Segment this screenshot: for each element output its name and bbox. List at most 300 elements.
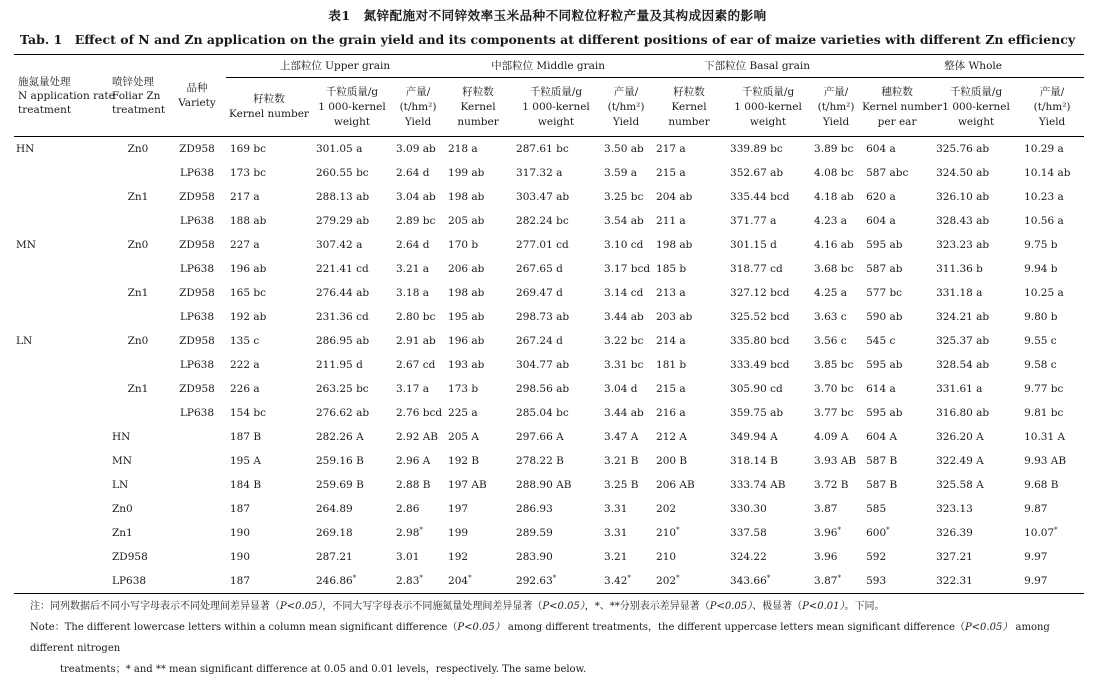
- header-upper-tkw: 千粒质量/g 1 000-kernel weight: [318, 85, 386, 128]
- table-cell: 135 c: [230, 334, 260, 347]
- table-cell: 330.30: [730, 502, 767, 515]
- header-whole-tkw: 千粒质量/g 1 000-kernel weight: [942, 85, 1010, 128]
- table-cell: 3.47 A: [604, 430, 639, 443]
- table-cell: 202: [656, 502, 677, 515]
- table-cell: 206 ab: [448, 262, 485, 275]
- table-cell: 9.58 c: [1024, 358, 1057, 371]
- table-cell: 322.49 A: [936, 454, 984, 467]
- row-zn-treatment: Zn0: [127, 334, 149, 347]
- table-cell: 593: [866, 574, 887, 587]
- table-cell: 196 ab: [230, 262, 267, 275]
- summary-row: [14, 569, 1084, 594]
- table-cell: 343.66*: [730, 573, 771, 587]
- table-cell: 3.25 B: [604, 478, 639, 491]
- table-cell: 226 a: [230, 382, 260, 395]
- row-zn-treatment: [108, 209, 168, 233]
- note-cn: 注：同列数据后不同小写字母表示不同处理间差异显著（P<0.05），不同大写字母表示不同施氮量处理间差异显著（P<0.05），*、**分别表示差异显著（P<0.05）、极显著（P<0.01）。下同。: [30, 601, 885, 612]
- row-n-treatment: [14, 161, 108, 185]
- table-cell: 205 A: [448, 430, 479, 443]
- table-cell: 3.63 c: [814, 310, 847, 323]
- table-cell: 3.01: [396, 550, 420, 563]
- table-cell: 318.77 cd: [730, 262, 783, 275]
- table-cell: 2.91 ab: [396, 334, 436, 347]
- header-whole: 整体 Whole: [862, 55, 1084, 78]
- table-cell: 212 A: [656, 430, 688, 443]
- header-zn-treatment: 喷锌处理 Foliar Zn treatment: [108, 55, 168, 137]
- table-cell: 259.69 B: [316, 478, 364, 491]
- table-cell: 187: [230, 574, 251, 587]
- row-variety: ZD958: [179, 286, 215, 299]
- table-cell: 595 ab: [866, 358, 903, 371]
- table-cell: 3.42*: [604, 573, 631, 587]
- table-cell: 264.89: [316, 502, 353, 515]
- table-cell: 190: [230, 550, 251, 563]
- table-cell: 3.25 bc: [604, 190, 644, 203]
- table-cell: 9.93 AB: [1024, 454, 1067, 467]
- table-cell: 3.96: [814, 550, 838, 563]
- table-cell: 193 ab: [448, 358, 485, 371]
- table-cell: 9.55 c: [1024, 334, 1057, 347]
- table-cell: 214 a: [656, 334, 686, 347]
- table-cell: 349.94 A: [730, 430, 778, 443]
- table-cell: 3.14 cd: [604, 286, 644, 299]
- header-basal-kernel: 籽粒数 Kernel number: [668, 85, 710, 128]
- row-variety: LP638: [179, 358, 215, 371]
- table-cell: 297.66 A: [516, 430, 564, 443]
- table-cell: 199: [448, 526, 469, 539]
- table-cell: 2.80 bc: [396, 310, 436, 323]
- table-cell: 339.89 bc: [730, 142, 783, 155]
- row-n-treatment: HN: [16, 142, 35, 155]
- table-cell: 4.08 bc: [814, 166, 854, 179]
- row-zn-treatment: Zn1: [127, 190, 149, 203]
- table-cell: 277.01 cd: [516, 238, 569, 251]
- table-cell: 267.65 d: [516, 262, 563, 275]
- table-cell: 326.39: [936, 526, 973, 539]
- table-cell: 2.86: [396, 502, 420, 515]
- table-cell: 577 bc: [866, 286, 903, 299]
- table-cell: 197: [448, 502, 469, 515]
- header-upper-grain: 上部粒位 Upper grain: [226, 55, 444, 78]
- row-variety: ZD958: [179, 142, 215, 155]
- table-cell: 10.23 a: [1024, 190, 1064, 203]
- table-cell: 218 a: [448, 142, 478, 155]
- table-cell: 259.16 B: [316, 454, 364, 467]
- table-cell: 165 bc: [230, 286, 266, 299]
- table-cell: 170 b: [448, 238, 479, 251]
- table-cell: 620 a: [866, 190, 896, 203]
- table-cell: 276.44 ab: [316, 286, 370, 299]
- table-cell: 301.15 d: [730, 238, 777, 251]
- summary-label: Zn0: [112, 502, 133, 515]
- row-n-treatment: [14, 305, 108, 329]
- table-cell: 211 a: [656, 214, 686, 227]
- table-cell: 192 ab: [230, 310, 267, 323]
- table-cell: 2.92 AB: [396, 430, 439, 443]
- table-cell: 286.95 ab: [316, 334, 370, 347]
- table-cell: 4.25 a: [814, 286, 848, 299]
- table-cell: 9.68 B: [1024, 478, 1059, 491]
- table-cell: 205 ab: [448, 214, 485, 227]
- table-cell: 587 B: [866, 454, 898, 467]
- table-cell: 3.31 bc: [604, 358, 644, 371]
- summary-row: [14, 425, 1084, 449]
- table-cell: 9.77 bc: [1024, 382, 1064, 395]
- table-cell: 3.54 ab: [604, 214, 644, 227]
- table-cell: 324.21 ab: [936, 310, 990, 323]
- table-cell: 246.86*: [316, 573, 357, 587]
- table-cell: 199 ab: [448, 166, 485, 179]
- table-cell: 301.05 a: [316, 142, 363, 155]
- row-variety: LP638: [179, 262, 215, 275]
- table-cell: 3.89 bc: [814, 142, 854, 155]
- row-zn-treatment: [108, 401, 168, 425]
- table-cell: 331.61 a: [936, 382, 983, 395]
- summary-label: Zn1: [112, 526, 133, 539]
- header-upper-kernel: 籽粒数 Kernel number: [229, 93, 309, 120]
- summary-label: MN: [112, 454, 132, 467]
- summary-label: ZD958: [112, 550, 148, 563]
- table-cell: 587 ab: [866, 262, 903, 275]
- table-cell: 3.72 B: [814, 478, 849, 491]
- table-cell: 335.44 bcd: [730, 190, 790, 203]
- table-cell: 2.96 A: [396, 454, 431, 467]
- table-cell: 324.22: [730, 550, 767, 563]
- table-row: [14, 233, 1084, 257]
- table-cell: 316.80 ab: [936, 406, 990, 419]
- table-cell: 187 B: [230, 430, 262, 443]
- table-cell: 585: [866, 502, 887, 515]
- row-zn-treatment: [108, 305, 168, 329]
- table-cell: 198 ab: [448, 190, 485, 203]
- table-cell: 614 a: [866, 382, 896, 395]
- table-cell: 587 abc: [866, 166, 909, 179]
- table-cell: 325.76 ab: [936, 142, 990, 155]
- header-basal-yield: 产量/ (t/hm²) Yield: [817, 85, 855, 128]
- summary-label: HN: [112, 430, 131, 443]
- table-cell: 3.44 ab: [604, 406, 644, 419]
- row-n-treatment: [14, 401, 108, 425]
- table-cell: 215 a: [656, 382, 686, 395]
- table-cell: 3.18 a: [396, 286, 429, 299]
- table-caption-en: Tab. 1 Effect of N and Zn application on the grain yield and its components at different positions of ear of maize varieties with different Zn efficiency: [19, 32, 1076, 47]
- table-cell: 9.94 b: [1024, 262, 1058, 275]
- table-cell: 195 ab: [448, 310, 485, 323]
- table-cell: 10.07*: [1024, 525, 1058, 539]
- table-cell: 287.61 bc: [516, 142, 569, 155]
- table-cell: 2.98*: [396, 525, 423, 539]
- table-cell: 3.68 bc: [814, 262, 854, 275]
- row-variety: ZD958: [179, 238, 215, 251]
- table-cell: 304.77 ab: [516, 358, 570, 371]
- table-cell: 269.47 d: [516, 286, 563, 299]
- table-cell: 292.63*: [516, 573, 557, 587]
- table-cell: 328.54 ab: [936, 358, 990, 371]
- summary-label: LN: [112, 478, 129, 491]
- table-cell: 269.18: [316, 526, 353, 539]
- header-middle-kernel: 籽粒数 Kernel number: [457, 85, 499, 128]
- table-cell: 181 b: [656, 358, 687, 371]
- header-basal-grain: 下部粒位 Basal grain: [652, 55, 862, 78]
- table-cell: 3.56 c: [814, 334, 847, 347]
- table-cell: 325.52 bcd: [730, 310, 790, 323]
- table-cell: 198 ab: [656, 238, 693, 251]
- table-cell: 333.74 AB: [730, 478, 786, 491]
- table-cell: 298.73 ab: [516, 310, 570, 323]
- table-cell: 287.21: [316, 550, 353, 563]
- row-n-treatment: LN: [16, 334, 33, 347]
- table-row: [14, 281, 1084, 305]
- header-basal-tkw: 千粒质量/g 1 000-kernel weight: [734, 85, 802, 128]
- table-caption-cn: 表1 氮锌配施对不同锌效率玉米品种不同粒位籽粒产量及其构成因素的影响: [328, 8, 767, 23]
- table-cell: 231.36 cd: [316, 310, 369, 323]
- row-n-treatment: [14, 281, 108, 305]
- table-cell: 215 a: [656, 166, 686, 179]
- table-cell: 288.13 ab: [316, 190, 370, 203]
- table-cell: 173 b: [448, 382, 479, 395]
- table-cell: 3.96*: [814, 525, 841, 539]
- table-cell: 2.64 d: [396, 166, 430, 179]
- table-cell: 288.90 AB: [516, 478, 572, 491]
- table-cell: 4.18 ab: [814, 190, 854, 203]
- table-cell: 282.24 bc: [516, 214, 569, 227]
- table-cell: 3.93 AB: [814, 454, 857, 467]
- table-cell: 326.10 ab: [936, 190, 990, 203]
- table-row: [14, 353, 1084, 377]
- header-variety: 品种 Variety: [168, 55, 226, 137]
- table-cell: 187: [230, 502, 251, 515]
- header-middle-yield: 产量/ (t/hm²) Yield: [607, 85, 645, 128]
- header-whole-kernel: 穗粒数 Kernel number per ear: [862, 85, 942, 128]
- table-cell: 227 a: [230, 238, 260, 251]
- table-cell: 173 bc: [230, 166, 266, 179]
- table-cell: 10.56 a: [1024, 214, 1064, 227]
- table-cell: 325.58 A: [936, 478, 984, 491]
- table-cell: 322.31: [936, 574, 973, 587]
- table-cell: 185 b: [656, 262, 687, 275]
- table-cell: 276.62 ab: [316, 406, 370, 419]
- table-cell: 3.04 d: [604, 382, 638, 395]
- table-row: [14, 137, 1084, 162]
- table-cell: 4.16 ab: [814, 238, 854, 251]
- table-cell: 303.47 ab: [516, 190, 570, 203]
- table-cell: 604 a: [866, 214, 896, 227]
- table-cell: 587 B: [866, 478, 898, 491]
- table-cell: 3.04 ab: [396, 190, 436, 203]
- summary-row: [14, 497, 1084, 521]
- table-cell: 9.97: [1024, 574, 1048, 587]
- table-row: [14, 185, 1084, 209]
- table-cell: 3.09 ab: [396, 142, 436, 155]
- table-cell: 2.89 bc: [396, 214, 436, 227]
- table-cell: 210: [656, 550, 677, 563]
- table-cell: 4.09 A: [814, 430, 849, 443]
- row-zn-treatment: Zn1: [127, 382, 149, 395]
- table-cell: 2.88 B: [396, 478, 431, 491]
- table-cell: 3.85 bc: [814, 358, 854, 371]
- table-cell: 337.58: [730, 526, 767, 539]
- table-cell: 3.10 cd: [604, 238, 644, 251]
- summary-row: [14, 449, 1084, 473]
- table-cell: 204 ab: [656, 190, 693, 203]
- table-cell: 267.24 d: [516, 334, 563, 347]
- table-cell: 10.29 a: [1024, 142, 1064, 155]
- row-zn-treatment: Zn0: [127, 142, 149, 155]
- yield-table: [14, 54, 1084, 594]
- table-row: [14, 329, 1084, 353]
- table-cell: 298.56 ab: [516, 382, 570, 395]
- header-n-treatment: 施氮量处理 N application rate treatment: [14, 55, 108, 137]
- table-cell: 196 ab: [448, 334, 485, 347]
- table-cell: 197 AB: [448, 478, 487, 491]
- table-cell: 595 ab: [866, 406, 903, 419]
- table-cell: 200 B: [656, 454, 688, 467]
- table-cell: 326.20 A: [936, 430, 984, 443]
- row-n-treatment: MN: [16, 238, 36, 251]
- table-cell: 198 ab: [448, 286, 485, 299]
- table-cell: 545 c: [866, 334, 896, 347]
- table-cell: 221.41 cd: [316, 262, 369, 275]
- table-row: [14, 161, 1084, 185]
- table-cell: 10.14 ab: [1024, 166, 1071, 179]
- row-zn-treatment: [108, 257, 168, 281]
- table-cell: 4.23 a: [814, 214, 848, 227]
- table-cell: 192: [448, 550, 469, 563]
- table-row: [14, 257, 1084, 281]
- table-cell: 2.67 cd: [396, 358, 436, 371]
- table-cell: 305.90 cd: [730, 382, 783, 395]
- table-notes: [30, 596, 1085, 680]
- table-cell: 3.21: [604, 550, 628, 563]
- header-middle-grain: 中部粒位 Middle grain: [444, 55, 652, 78]
- row-zn-treatment: [108, 353, 168, 377]
- table-cell: 3.87*: [814, 573, 841, 587]
- table-cell: 590 ab: [866, 310, 903, 323]
- note-en: Note：The different lowercase letters within a column mean significant difference（P<0.05） among different treatments，the different uppercase letters mean significant difference（P<0.05） among different nitrogen: [30, 622, 1050, 654]
- row-zn-treatment: Zn0: [127, 238, 149, 251]
- table-cell: 3.44 ab: [604, 310, 644, 323]
- table-cell: 192 B: [448, 454, 480, 467]
- table-cell: 324.50 ab: [936, 166, 990, 179]
- table-cell: 2.64 d: [396, 238, 430, 251]
- table-cell: 307.42 a: [316, 238, 363, 251]
- table-cell: 10.31 A: [1024, 430, 1066, 443]
- table-cell: 279.29 ab: [316, 214, 370, 227]
- row-zn-treatment: Zn1: [127, 286, 149, 299]
- row-zn-treatment: [108, 161, 168, 185]
- table-cell: 3.21 B: [604, 454, 639, 467]
- table-cell: 278.22 B: [516, 454, 564, 467]
- table-cell: 289.59: [516, 526, 553, 539]
- table-cell: 9.81 bc: [1024, 406, 1064, 419]
- table-cell: 3.50 ab: [604, 142, 644, 155]
- table-cell: 216 a: [656, 406, 686, 419]
- table-cell: 327.12 bcd: [730, 286, 790, 299]
- table-cell: 204*: [448, 573, 472, 587]
- table-cell: 9.87: [1024, 502, 1048, 515]
- table-cell: 335.80 bcd: [730, 334, 790, 347]
- row-variety: LP638: [179, 214, 215, 227]
- table-cell: 331.18 a: [936, 286, 983, 299]
- table-cell: 3.70 bc: [814, 382, 854, 395]
- table-cell: 225 a: [448, 406, 478, 419]
- table-cell: 217 a: [230, 190, 260, 203]
- table-body: [14, 137, 1084, 594]
- table-cell: 604 A: [866, 430, 898, 443]
- table-row: [14, 377, 1084, 401]
- table-cell: 211.95 d: [316, 358, 363, 371]
- table-cell: 595 ab: [866, 238, 903, 251]
- table-cell: 352.67 ab: [730, 166, 784, 179]
- table-cell: 371.77 a: [730, 214, 777, 227]
- table-cell: 9.75 b: [1024, 238, 1058, 251]
- table-cell: 600*: [866, 525, 890, 539]
- table-row: [14, 209, 1084, 233]
- table-cell: 169 bc: [230, 142, 266, 155]
- table-cell: 260.55 bc: [316, 166, 369, 179]
- summary-label: LP638: [112, 574, 147, 587]
- table-cell: 359.75 ab: [730, 406, 784, 419]
- table-cell: 3.17 a: [396, 382, 429, 395]
- header-whole-yield: 产量/ (t/hm²) Yield: [1033, 85, 1071, 128]
- table-cell: 333.49 bcd: [730, 358, 790, 371]
- summary-row: [14, 521, 1084, 545]
- row-n-treatment: [14, 353, 108, 377]
- table-cell: 3.87: [814, 502, 838, 515]
- table-cell: 9.80 b: [1024, 310, 1058, 323]
- table-cell: 604 a: [866, 142, 896, 155]
- row-n-treatment: [14, 185, 108, 209]
- row-n-treatment: [14, 377, 108, 401]
- table-cell: 325.37 ab: [936, 334, 990, 347]
- table-cell: 263.25 bc: [316, 382, 369, 395]
- table-cell: 3.59 a: [604, 166, 638, 179]
- table-cell: 184 B: [230, 478, 262, 491]
- table-cell: 323.13: [936, 502, 973, 515]
- table-cell: 190: [230, 526, 251, 539]
- table-cell: 318.14 B: [730, 454, 778, 467]
- table-cell: 286.93: [516, 502, 553, 515]
- table-cell: 9.97: [1024, 550, 1048, 563]
- table-cell: 210*: [656, 525, 680, 539]
- row-variety: ZD958: [179, 190, 215, 203]
- table-cell: 3.31: [604, 502, 628, 515]
- header-middle-tkw: 千粒质量/g 1 000-kernel weight: [522, 85, 590, 128]
- table-cell: 195 A: [230, 454, 261, 467]
- table-cell: 203 ab: [656, 310, 693, 323]
- table-cell: 311.36 b: [936, 262, 983, 275]
- table-cell: 327.21: [936, 550, 973, 563]
- table-cell: 317.32 a: [516, 166, 563, 179]
- note-en-cont: treatments；* and ** mean significant difference at 0.05 and 0.01 levels，respectively. The same below.: [60, 664, 587, 675]
- table-cell: 592: [866, 550, 887, 563]
- table-cell: 222 a: [230, 358, 260, 371]
- table-cell: 206 AB: [656, 478, 695, 491]
- table-cell: 2.83*: [396, 573, 423, 587]
- table-cell: 328.43 ab: [936, 214, 990, 227]
- table-cell: 213 a: [656, 286, 686, 299]
- table-cell: 282.26 A: [316, 430, 364, 443]
- table-cell: 283.90: [516, 550, 553, 563]
- table-cell: 154 bc: [230, 406, 266, 419]
- table-cell: 2.76 bcd: [396, 406, 443, 419]
- row-variety: LP638: [179, 310, 215, 323]
- table-cell: 323.23 ab: [936, 238, 990, 251]
- row-variety: LP638: [179, 406, 215, 419]
- header-upper-yield: 产量/ (t/hm²) Yield: [399, 85, 437, 128]
- table-cell: 3.77 bc: [814, 406, 854, 419]
- table-cell: 3.22 bc: [604, 334, 644, 347]
